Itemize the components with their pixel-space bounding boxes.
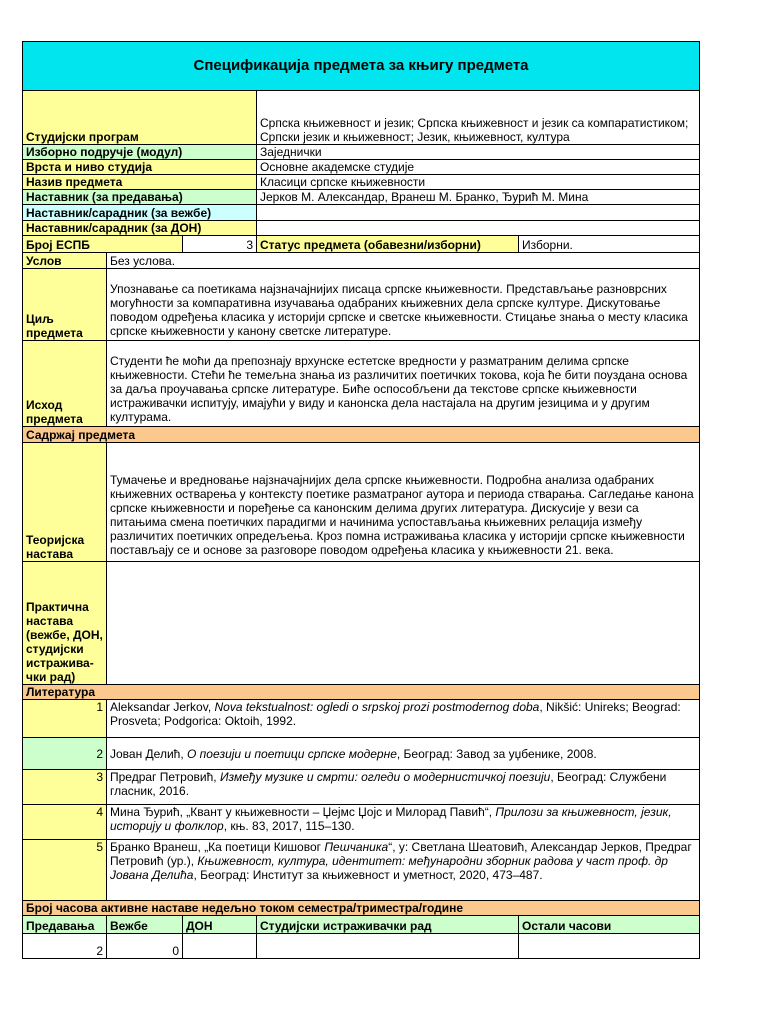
literature-number-1: 1: [23, 700, 107, 738]
literature-item-4: Мина Ђурић, „Квант у књижевности – Џејмс Џојс и Милорад Павић“, Прилози за књижевност, језик, историју и фолклор, књ. 83, 2017, 115–130.: [107, 805, 700, 840]
literature-number-4: 4: [23, 805, 107, 840]
course-value: Класици српске књижевности: [257, 175, 700, 190]
level-value: Основне академске студије: [257, 160, 700, 175]
hours-value-lectures: 2: [23, 934, 107, 959]
practice-value: [107, 562, 700, 685]
assistant-exercises-value: [257, 205, 700, 221]
hours-header-lectures: Предавања: [23, 916, 107, 934]
module-value: Заједнички: [257, 145, 700, 160]
content-section-header: Садржај предмета: [23, 427, 700, 443]
literature-item-5: Бранко Вранеш, „Ка поетици Кишовог Пешчаника“, у: Светлана Шеатовић, Александар Јерков, Предраг Петровић (ур.), Књижевност, култура, идентитет: међународни зборник радова у част проф. др Јована Делића, Београд: Институт за књижевност и уметност, 2020, 473–487.: [107, 840, 700, 901]
theory-label: Теоријска настава: [23, 443, 107, 562]
teacher-label: Наставник (за предавања): [23, 190, 257, 205]
espb-label: Број ЕСПБ: [23, 236, 183, 253]
status-label: Статус предмета (обавезни/изборни): [257, 236, 519, 253]
goal-label: Циљ предмета: [23, 269, 107, 341]
literature-number-2: 2: [23, 738, 107, 770]
course-specification-sheet: [22, 41, 699, 959]
module-label: Изборно подручје (модул): [23, 145, 257, 160]
status-value: Изборни.: [519, 236, 700, 253]
literature-item-2: Јован Делић, О поезији и поетици српске модерне, Београд: Завод за уџбенике, 2008.: [107, 738, 700, 770]
literature-item-3: Предраг Петровић, Између музике и смрти: огледи о модернистичкој поезији, Београд: Службени гласник, 2016.: [107, 770, 700, 805]
page-title: Спецификација предмета за књигу предмета: [23, 42, 700, 91]
condition-value: Без услова.: [107, 253, 700, 269]
outcome-label: Исход предмета: [23, 341, 107, 427]
hours-header-research: Студијски истраживачки рад: [257, 916, 519, 934]
condition-label: Услов: [23, 253, 107, 269]
hours-value-research: [257, 934, 519, 959]
practice-label: Практична настава (вежбе, ДОН, студијски истражива-чки рад): [23, 562, 107, 685]
literature-item-1: Aleksandar Jerkov, Nova tekstualnost: ogledi o srpskoj prozi postmodernog doba, Nikšić: Unireks; Beograd: Prosveta; Podgorica: Oktoih, 1992.: [107, 700, 700, 738]
espb-value: 3: [183, 236, 257, 253]
hours-value-exercises: 0: [107, 934, 183, 959]
goal-value: Упознавање са поетикама најзначајнијих писаца српске књижевности. Представљање разноврсних могућности за компаративна изучавања одабраних књижевних дела српске културе. Дискутовање поводом одређења класика у историји српске и светске књижевности. Стицање знања о месту класика српске књижевности у канону светске литературе.: [107, 269, 700, 341]
course-label: Назив предмета: [23, 175, 257, 190]
assistant-don-value: [257, 221, 700, 236]
literature-number-3: 3: [23, 770, 107, 805]
outcome-value: Студенти ће моћи да препознају врхунске естетске вредности у разматраним делима српске књижевности. Стећи ће темељна знања из различитих поетичких токова, која ће бити поуздана основа за даља проучавања српске литературе. Биће оспособљени да текстове српске књижевности истраживачки испитују, имајући у виду и канонска дела настајала на другим језицима и у другим културама.: [107, 341, 700, 427]
hours-value-other: [519, 934, 700, 959]
specification-table: [22, 41, 700, 959]
literature-section-header: Литература: [23, 685, 700, 700]
teacher-value: Јерков М. Александар, Вранеш М. Бранко, Ђурић М. Мина: [257, 190, 700, 205]
hours-header-other: Остали часови: [519, 916, 700, 934]
hours-section-header: Број часова активне наставе недељно током семестра/триместра/године: [23, 901, 700, 916]
hours-header-exercises: Вежбе: [107, 916, 183, 934]
program-value: Српска књижевност и језик; Српска књижевност и језик са компаратистиком; Српски језик и књижевност; Језик, књижевност, култура: [257, 91, 700, 145]
theory-value: Тумачење и вредновање најзначајнијих дела српске књижевности. Подробна анализа одабраних књижевних остварења у контексту поетике разматраног аутора и периода стварања. Сагледање канона српске књижевности и поређење са канонским делима других литература. Дискусије у вези са питањима смена поетичких парадигми и начинима успостављања књижевних релација између различитих поетичких опредељења. Кроз помна истраживања класика у историји српске књижевности постављају се и основе за разговоре поводом одређења класика у књижевности 21. века.: [107, 443, 700, 562]
program-label: Студијски програм: [23, 91, 257, 145]
assistant-don-label: Наставник/сарадник (за ДОН): [23, 221, 257, 236]
hours-header-don: ДОН: [183, 916, 257, 934]
level-label: Врста и ниво студија: [23, 160, 257, 175]
assistant-exercises-label: Наставник/сарадник (за вежбе): [23, 205, 257, 221]
literature-number-5: 5: [23, 840, 107, 901]
hours-value-don: [183, 934, 257, 959]
